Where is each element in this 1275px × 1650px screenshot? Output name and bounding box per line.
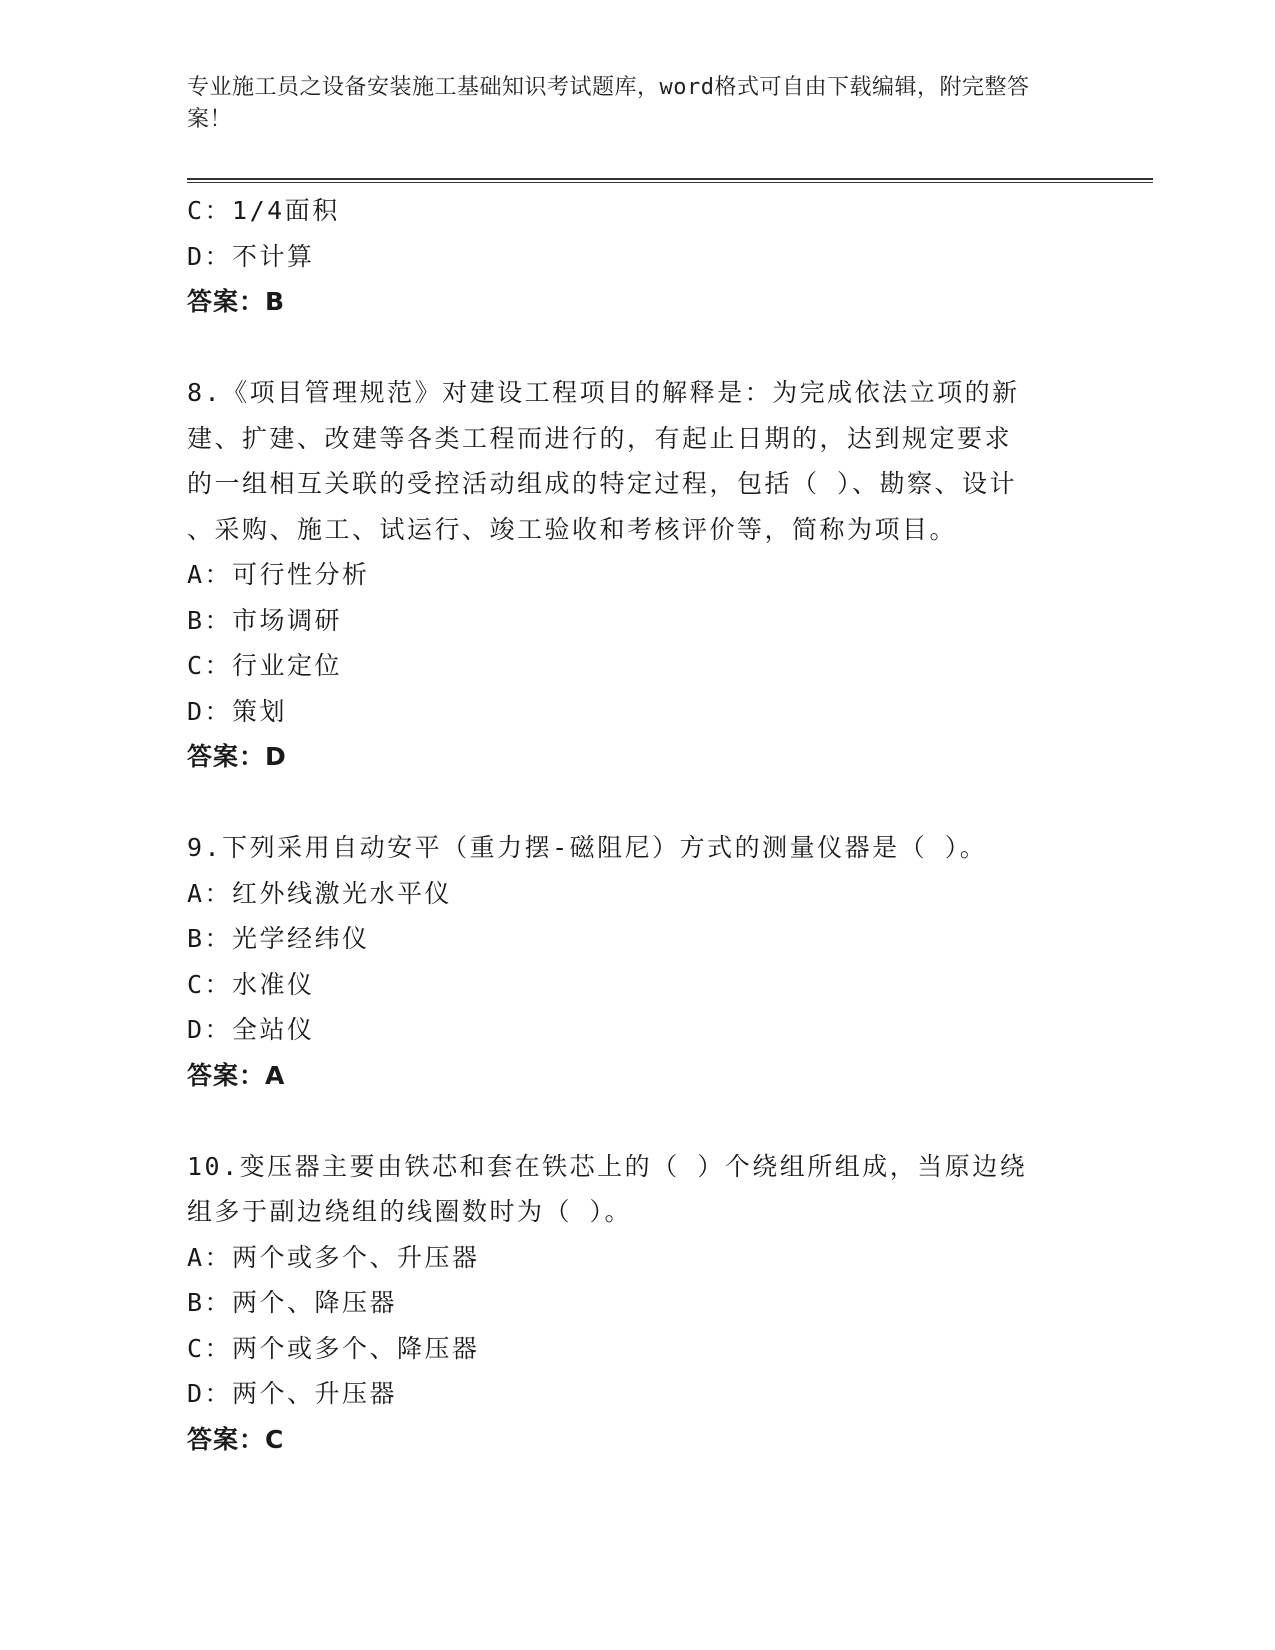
answer-line: 答案：C — [187, 1424, 285, 1454]
answer-line: 答案：A — [187, 1060, 286, 1090]
answer-line: 答案：B — [187, 287, 286, 316]
option-a: A：红外线激光水平仪 — [187, 878, 453, 908]
option-d: D：策划 — [187, 696, 288, 726]
question-text-line: 组多于副边绕组的线圈数时为（ ）。 — [187, 1197, 633, 1226]
option-b: B：市场调研 — [187, 605, 343, 635]
question-text-line: 建、扩建、改建等各类工程而进行的，有起止日期的，达到规定要求 — [187, 423, 1013, 453]
document-header: 专业施工员之设备安装施工基础知识考试题库，word格式可自由下载编辑，附完整答案！ — [187, 75, 1030, 132]
option-d: D：不计算 — [187, 241, 315, 271]
spacer — [187, 325, 1087, 371]
question-text-line: 10.变压器主要由铁芯和套在铁芯上的（ ）个绕组所组成，当原边绕 — [187, 1151, 1028, 1181]
option-d: D：全站仪 — [187, 1015, 315, 1044]
answer-line: 答案：D — [187, 742, 287, 771]
question-text-line: 的一组相互关联的受控活动组成的特定过程，包括（ ）、勘察、设计 — [187, 469, 1018, 498]
option-b: B：光学经纬仪 — [187, 924, 370, 953]
option-a: A：可行性分析 — [187, 560, 370, 589]
question-text-line: 9.下列采用自动安平（重力摆-磁阻尼）方式的测量仪器是（ ）。 — [187, 833, 988, 862]
option-c: C：行业定位 — [187, 651, 343, 680]
option-c: C：两个或多个、降压器 — [187, 1333, 480, 1363]
question-text-line: 8.《项目管理规范》对建设工程项目的解释是：为完成依法立项的新 — [187, 378, 1020, 407]
header-divider — [187, 178, 1153, 183]
option-b: B：两个、降压器 — [187, 1288, 398, 1317]
question-text-line: 、采购、施工、试运行、竣工验收和考核评价等，简称为项目。 — [187, 514, 958, 544]
spacer — [187, 1098, 1087, 1144]
option-c: C：1/4面积 — [187, 196, 340, 225]
option-a: A：两个或多个、升压器 — [187, 1242, 480, 1272]
option-d: D：两个、升压器 — [187, 1379, 398, 1408]
option-c: C：水准仪 — [187, 969, 315, 999]
question-content — [187, 188, 1087, 1462]
spacer — [187, 780, 1087, 826]
